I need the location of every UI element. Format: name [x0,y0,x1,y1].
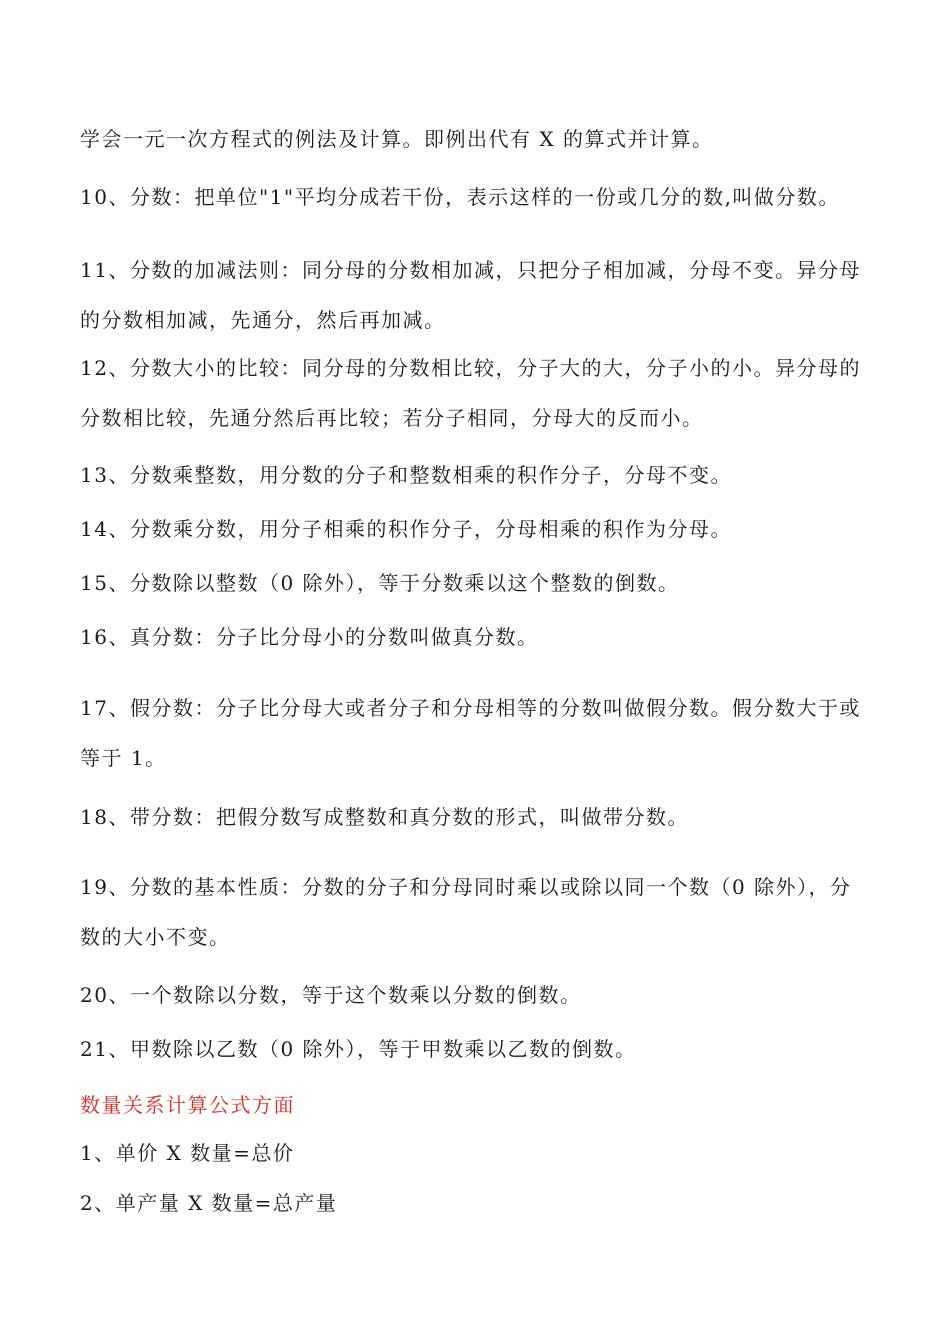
paragraph-item-13: 13、分数乘整数，用分数的分子和整数相乘的积作分子，分母不变。 [80,463,732,487]
paragraph-item-17: 17、假分数：分子比分母大或者分子和分母相等的分数叫做假分数。假分数大于或等于 1。 [80,696,861,770]
paragraph-item-11: 11、分数的加减法则：同分母的分数相加减，只把分子相加减，分母不变。异分母的分数相加减，先通分，然后再加减。 [80,258,861,332]
paragraph-item-12: 12、分数大小的比较：同分母的分数相比较，分子大的大，分子小的小。异分母的分数相比较，先通分然后再比较；若分子相同，分母大的反而小。 [80,356,861,430]
paragraph-item-16: 16、真分数：分子比分母小的分数叫做真分数。 [80,625,539,649]
formula-item-2: 2、单产量 X 数量=总产量 [80,1191,338,1215]
paragraph-item-18: 18、带分数：把假分数写成整数和真分数的形式，叫做带分数。 [80,805,689,829]
paragraph-item-10: 10、分数：把单位"1"平均分成若干份，表示这样的一份或几分的数,叫做分数。 [80,185,840,209]
formula-item-1: 1、单价 X 数量=总价 [80,1141,295,1165]
paragraph-equation-intro: 学会一元一次方程式的例法及计算。即例出代有 X 的算式并计算。 [80,127,714,151]
paragraph-item-15: 15、分数除以整数（0 除外），等于分数乘以这个整数的倒数。 [80,571,680,595]
paragraph-item-19: 19、分数的基本性质：分数的分子和分母同时乘以或除以同一个数（0 除外），分数的大小不变。 [80,875,852,949]
paragraph-item-20: 20、一个数除以分数，等于这个数乘以分数的倒数。 [80,983,582,1007]
section-heading: 数量关系计算公式方面 [80,1093,295,1117]
paragraph-item-21: 21、甲数除以乙数（0 除外），等于甲数乘以乙数的倒数。 [80,1037,637,1061]
paragraph-item-14: 14、分数乘分数，用分子相乘的积作分子，分母相乘的积作为分母。 [80,517,732,541]
